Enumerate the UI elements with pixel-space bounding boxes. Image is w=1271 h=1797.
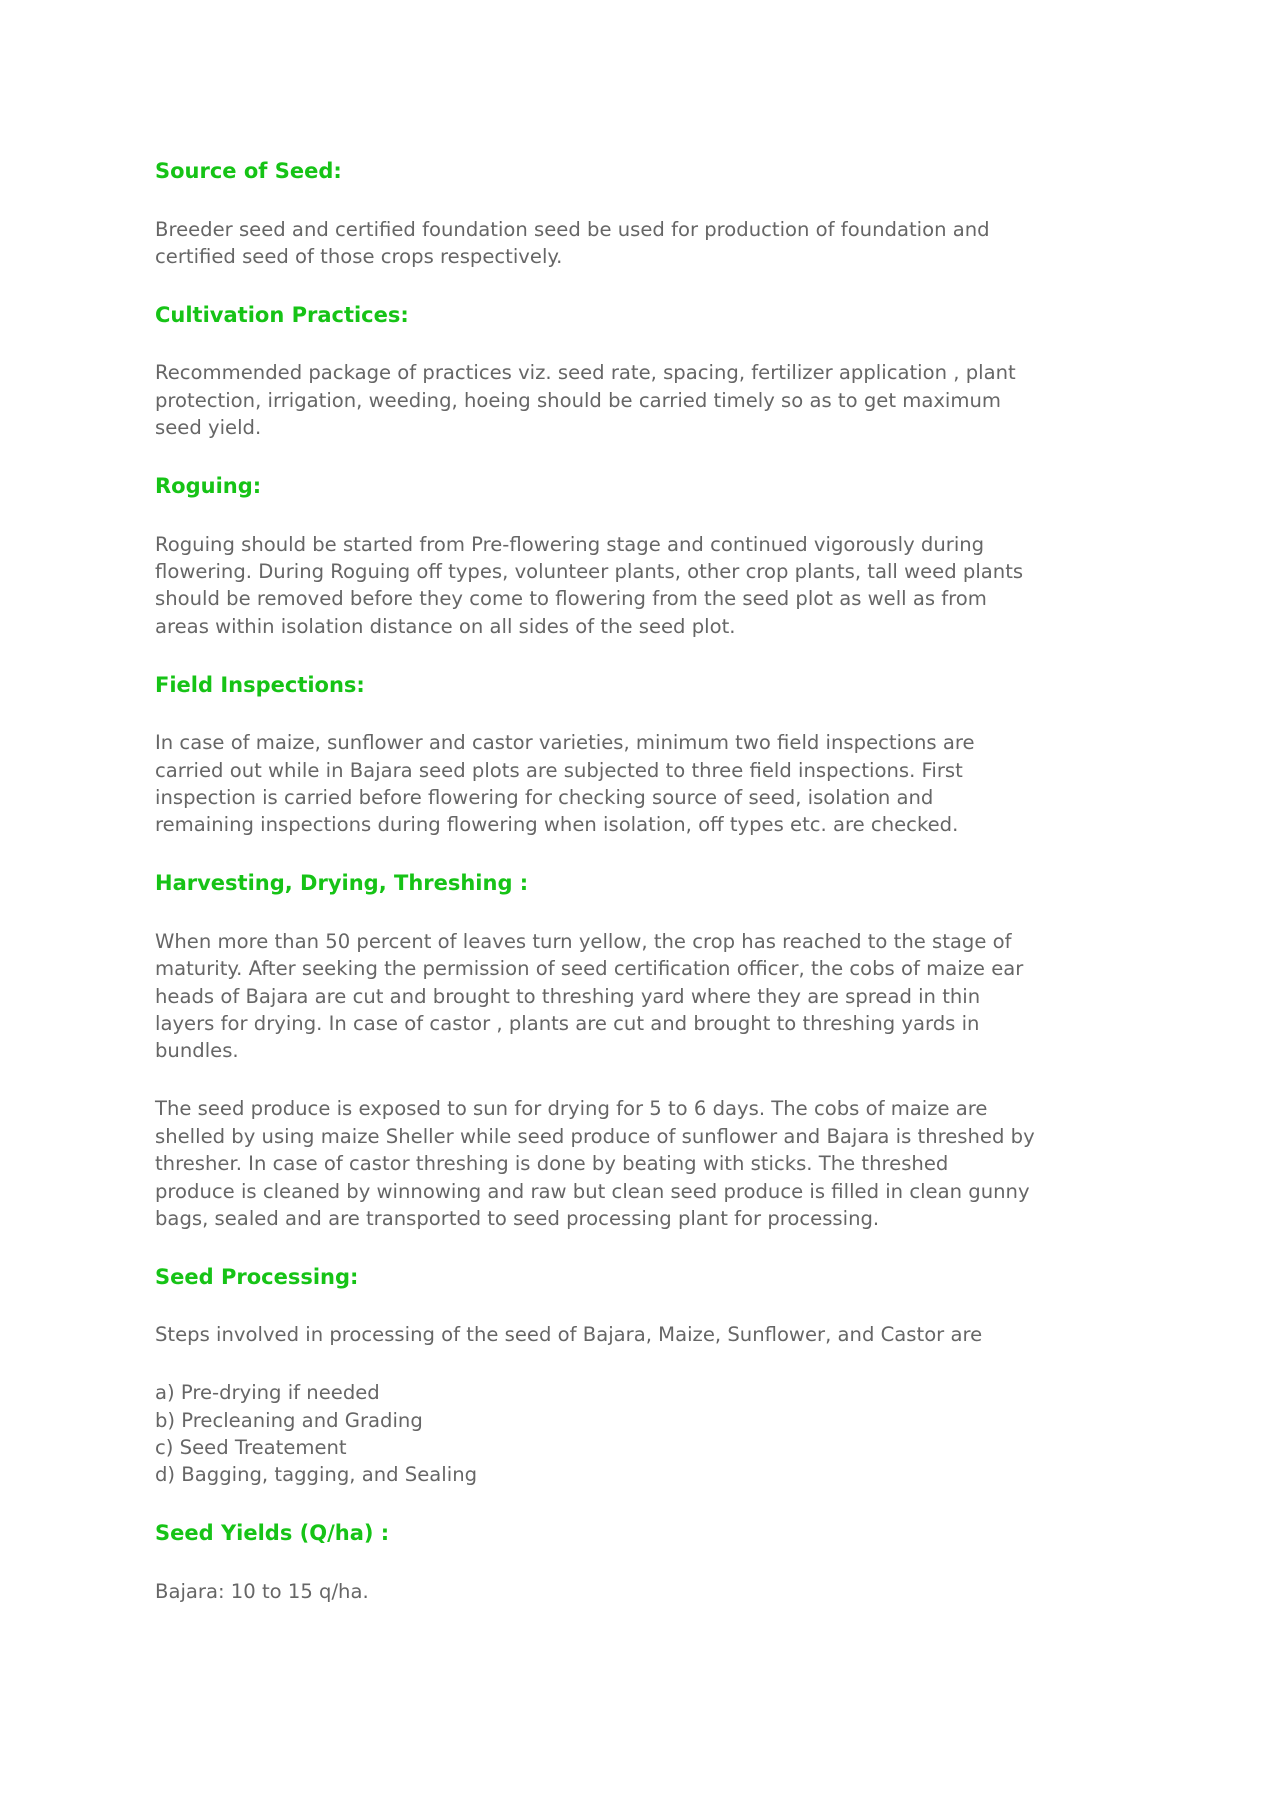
paragraph — [155, 928, 1265, 1065]
text-line: b) Precleaning and Grading — [155, 1408, 423, 1432]
text-line: seed yield. — [155, 416, 262, 440]
section-heading: Seed Processing: — [155, 1264, 359, 1289]
text-line: carried out while in Bajara seed plots are subjected to three field inspections. First — [155, 758, 963, 782]
text-line: Breeder seed and certified foundation seed be used for production of foundation and — [155, 217, 990, 241]
section-heading: Harvesting, Drying, Threshing : — [155, 871, 529, 896]
text-line: a) Pre-drying if needed — [155, 1381, 380, 1405]
paragraph — [155, 1321, 1265, 1348]
paragraph — [155, 1379, 1265, 1489]
text-line: In case of maize, sunflower and castor varieties, minimum two field inspections are — [155, 731, 975, 755]
text-line: flowering. During Roguing off types, volunteer plants, other crop plants, tall weed plants — [155, 559, 1024, 583]
text-line: maturity. After seeking the permission of seed certification officer, the cobs of maize ear — [155, 957, 1024, 981]
text-line: areas within isolation distance on all sides of the seed plot. — [155, 614, 736, 638]
text-line: shelled by using maize Sheller while seed produce of sunflower and Bajara is threshed by — [155, 1124, 1035, 1148]
text-line: When more than 50 percent of leaves turn yellow, the crop has reached to the stage of — [155, 929, 1012, 953]
text-line: remaining inspections during flowering when isolation, off types etc. are checked. — [155, 813, 959, 837]
section-heading: Field Inspections: — [155, 672, 365, 697]
paragraph — [155, 359, 1265, 441]
paragraph — [155, 1578, 1265, 1605]
text-line: Roguing should be started from Pre-flowering stage and continued vigorously during — [155, 532, 985, 556]
paragraph — [155, 1095, 1265, 1232]
text-line: d) Bagging, tagging, and Sealing — [155, 1463, 478, 1487]
text-line: protection, irrigation, weeding, hoeing should be carried timely so as to get maximum — [155, 388, 1001, 412]
text-line: heads of Bajara are cut and brought to threshing yard where they are spread in thin — [155, 984, 981, 1008]
section-heading: Source of Seed: — [155, 159, 342, 183]
text-line: thresher. In case of castor threshing is done by beating with sticks. The threshed — [155, 1152, 949, 1176]
text-line: certified seed of those crops respectively. — [155, 244, 563, 268]
paragraph — [155, 216, 1265, 271]
document-body — [155, 157, 1265, 1636]
text-line: Bajara: 10 to 15 q/ha. — [155, 1579, 369, 1603]
paragraph — [155, 729, 1265, 839]
section-heading: Cultivation Practices: — [155, 302, 409, 327]
text-line: layers for drying. In case of castor , plants are cut and brought to threshing yards in — [155, 1012, 980, 1035]
section-heading: Seed Yields (Q/ha) : — [155, 1521, 390, 1546]
text-line: inspection is carried before flowering for checking source of seed, isolation and — [155, 785, 934, 809]
text-line: produce is cleaned by winnowing and raw but clean seed produce is filled in clean gunny — [155, 1179, 1030, 1203]
paragraph — [155, 531, 1265, 641]
text-line: The seed produce is exposed to sun for drying for 5 to 6 days. The cobs of maize are — [155, 1097, 988, 1121]
section-heading: Roguing: — [155, 474, 262, 499]
text-line: bags, sealed and are transported to seed processing plant for processing. — [155, 1206, 880, 1230]
text-line: should be removed before they come to flowering from the seed plot as well as from — [155, 587, 987, 611]
text-line: Steps involved in processing of the seed of Bajara, Maize, Sunflower, and Castor are — [155, 1323, 983, 1347]
text-line: bundles. — [155, 1039, 239, 1063]
text-line: Recommended package of practices viz. seed rate, spacing, fertilizer application , plant — [155, 361, 1016, 385]
text-line: c) Seed Treatement — [155, 1436, 347, 1460]
